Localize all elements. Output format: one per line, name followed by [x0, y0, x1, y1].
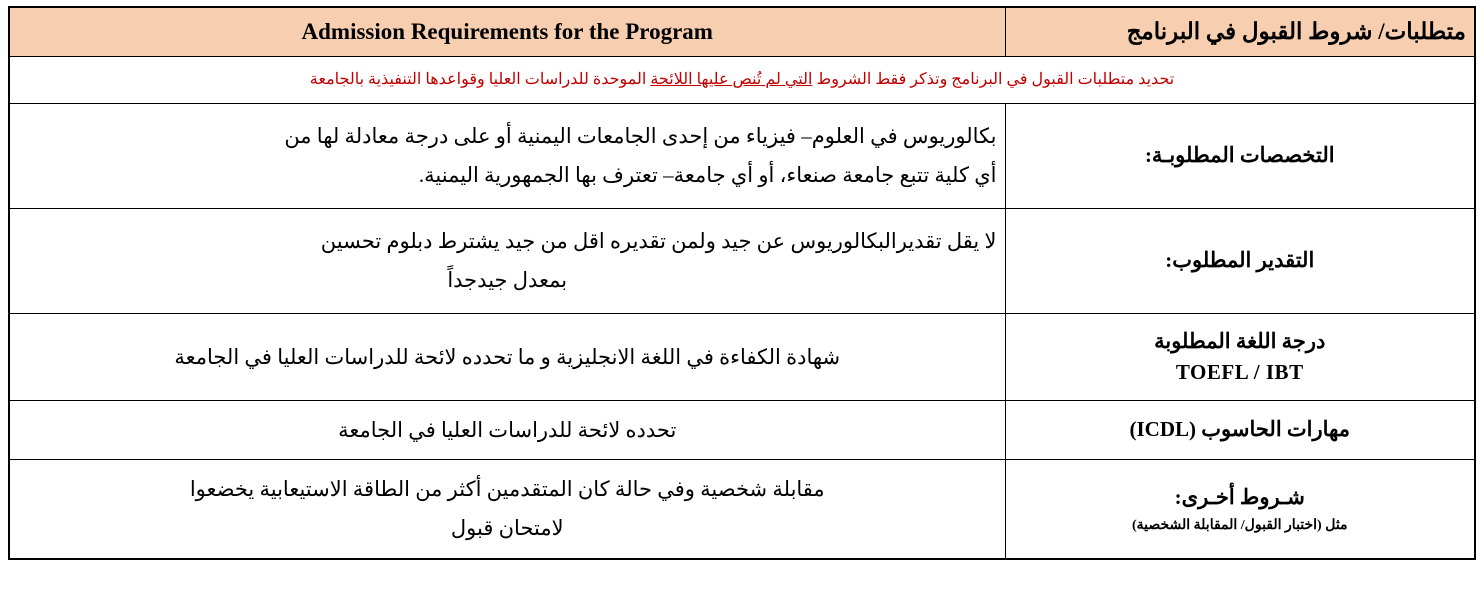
table-header-row [9, 7, 1475, 57]
row-label-language-test-name: TOEFL / IBT [1175, 360, 1304, 384]
row-label-computer-skills: مهارات الحاسوب (ICDL) [1005, 401, 1475, 460]
admission-requirements-table [8, 6, 1476, 560]
row-label-other-conditions-note: مثل (اختبار القبول/ المقابلة الشخصية) [1131, 518, 1348, 534]
value-line: مقابلة شخصية وفي حالة كان المتقدمين أكثر من الطاقة الاستيعابية يخضعوا [189, 477, 825, 502]
row-value-computer-skills [9, 401, 1005, 460]
note-text [310, 71, 1174, 88]
note-text-underlined: التي لم تُنص عليها اللائحة [650, 70, 813, 88]
value-line: أي كلية تتبع جامعة صنعاء، أو أي جامعة– تعترف بها الجمهورية اليمنية. [418, 163, 997, 187]
row-label-language-score [1005, 314, 1475, 401]
row-label-other-conditions-text: شـروط أخـرى: [1174, 484, 1305, 509]
note-cell [9, 57, 1475, 104]
row-label-other-conditions [1005, 460, 1475, 560]
table-row [9, 314, 1475, 401]
header-arabic-title: متطلبات/ شروط القبول في البرنامج [1005, 7, 1475, 57]
row-value-specializations [9, 104, 1005, 209]
table-row [9, 104, 1475, 209]
value-line: شهادة الكفاءة في اللغة الانجليزية و ما تحدده لائحة للدراسات العليا في الجامعة [174, 344, 841, 369]
row-value-required-grade [9, 209, 1005, 314]
table-row [9, 401, 1475, 460]
row-label-language-score-text: درجة اللغة المطلوبة [1154, 328, 1326, 353]
note-text-part2: الموحدة للدراسات العليا وقواعدها التنفيذية بالجامعة [309, 70, 651, 88]
note-text-part1: تحديد متطلبات القبول في البرنامج وتذكر فقط الشروط [812, 70, 1175, 88]
row-value-language-score [9, 314, 1005, 401]
header-english-title: Admission Requirements for the Program [9, 7, 1005, 57]
row-value-other-conditions [9, 460, 1005, 560]
row-label-required-grade: التقدير المطلوب: [1005, 209, 1475, 314]
row-label-specializations: التخصصات المطلوبـة: [1005, 104, 1475, 209]
value-line: بكالوريوس في العلوم– فيزياء من إحدى الجامعات اليمنية أو على درجة معادلة لها من [284, 124, 997, 149]
value-line: بمعدل جيدجداً [447, 268, 568, 292]
value-line: لامتحان قبول [450, 516, 564, 540]
value-line: تحدده لائحة للدراسات العليا في الجامعة [338, 417, 677, 442]
table-row [9, 209, 1475, 314]
table-note-row [9, 57, 1475, 104]
value-line: لا يقل تقديرالبكالوريوس عن جيد ولمن تقديره اقل من جيد يشترط دبلوم تحسين [320, 229, 997, 254]
table-row [9, 460, 1475, 560]
